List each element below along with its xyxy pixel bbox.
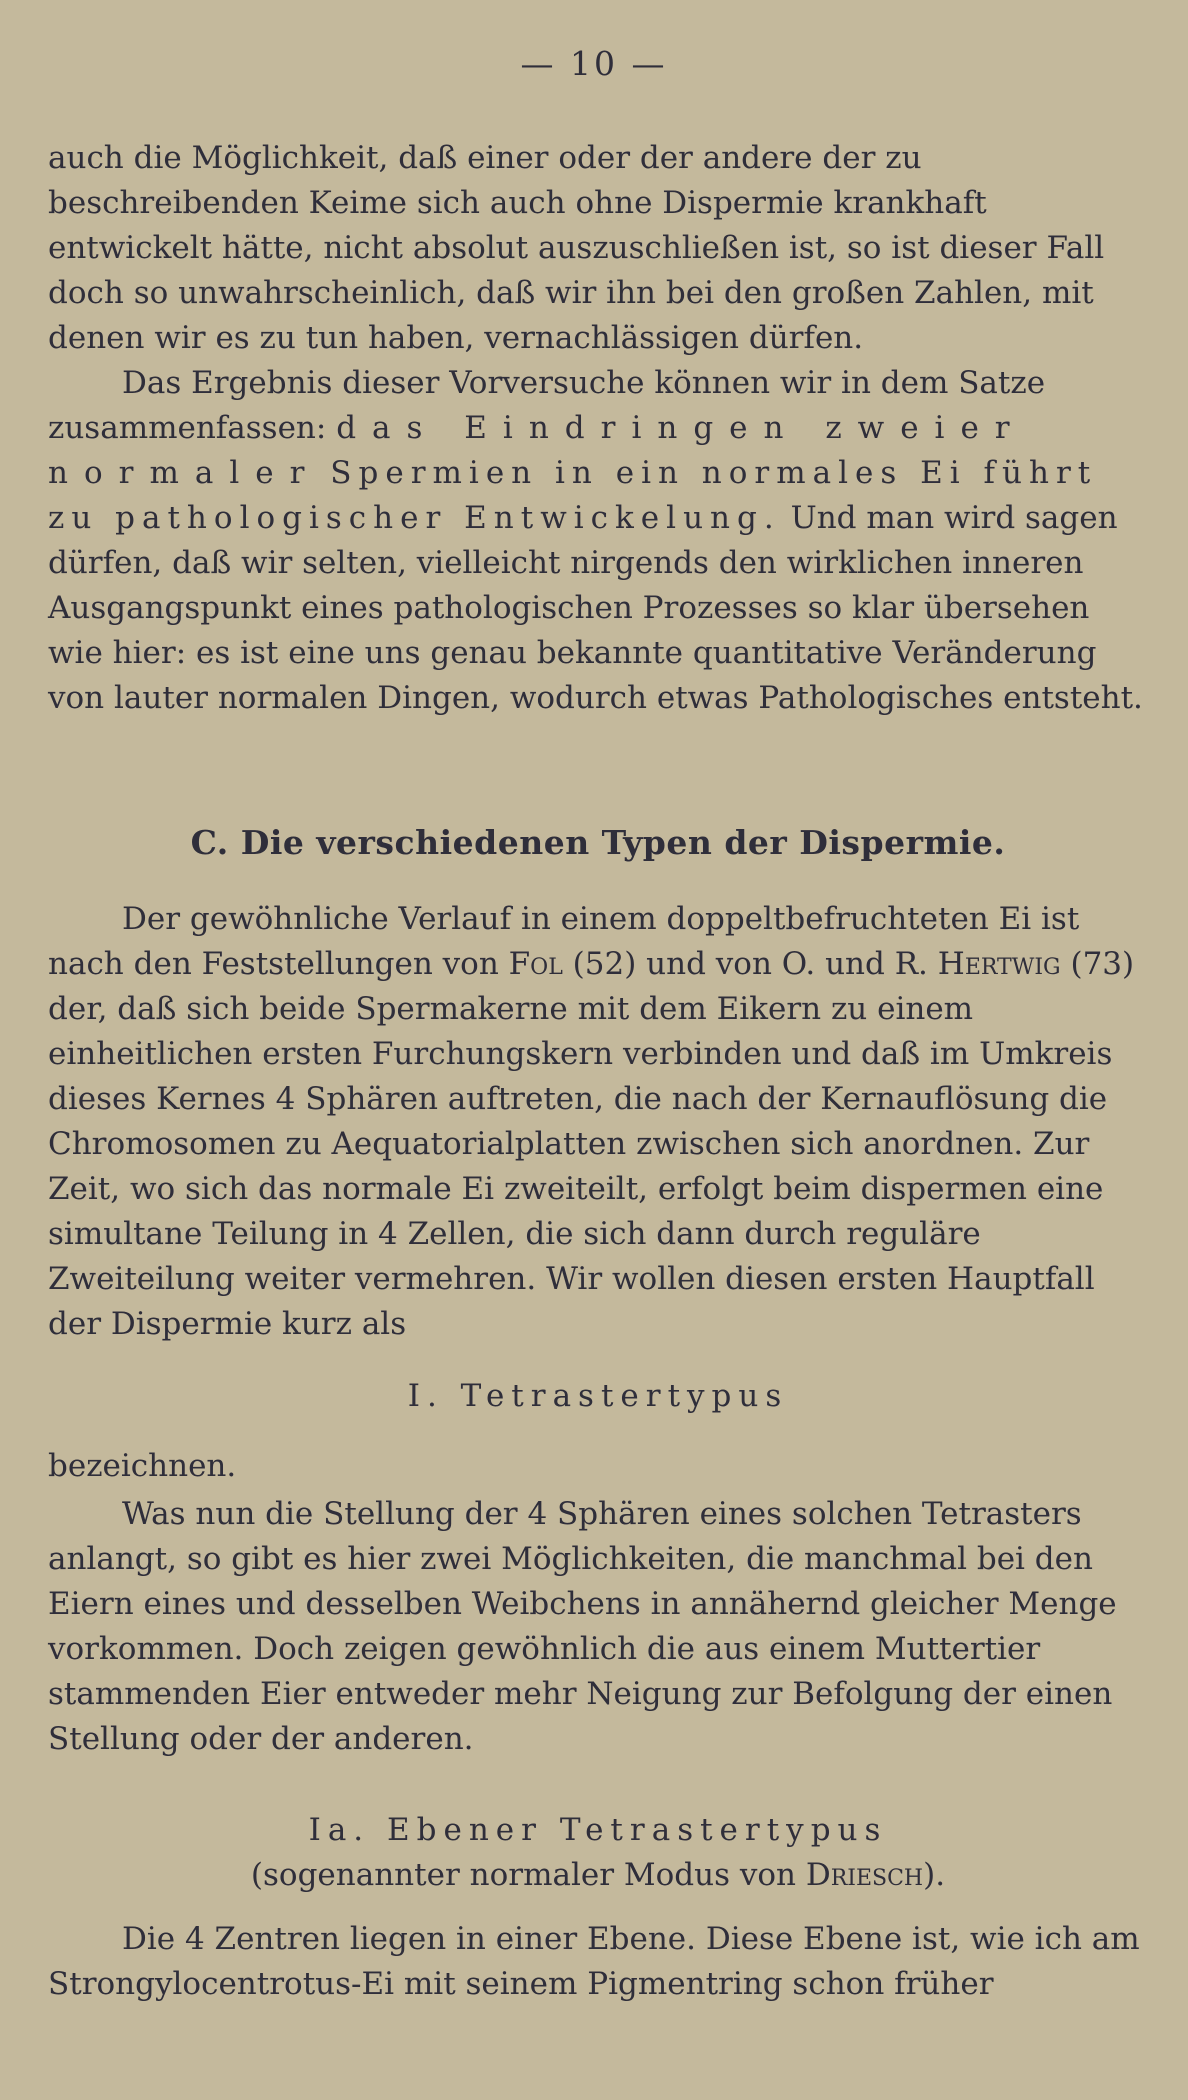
paragraph-centers xyxy=(48,1917,1148,2007)
paragraph-2-emphasis-1: das Eindringen zweier normaler xyxy=(48,410,1026,491)
section-heading: C. Die verschiedenen Typen der Dispermie. xyxy=(190,823,1006,862)
paragraph-1: auch die Möglichkeit, daß einer oder der andere der zu beschreibenden Keime sich auch ohne Dispermie krankhaft entwickelt hätte, nicht absolut auszuschließen ist, so ist dieser Fall doch so unwahrscheinlich, daß wir ihn bei den großen Zahlen, mit denen wir es zu tun haben, vernachlässigen dürfen. xyxy=(48,140,1105,356)
paragraph-dispermie xyxy=(48,897,1148,1347)
section-heading-block xyxy=(48,820,1148,865)
paragraph-3-part-a: Der gewöhnliche Verlauf in einem doppeltbefruchteten Ei ist nach den Feststellungen von xyxy=(48,901,1080,982)
type-1-heading: I. Tetrastertypus xyxy=(407,1378,789,1414)
paragraph-2-intro: Das Ergebnis dieser Vorversuche können wir in dem Satze zusammenfassen: xyxy=(48,365,1046,446)
word-bezeichnen: bezeichnen. xyxy=(48,1448,237,1484)
type-1a-subtitle xyxy=(48,1853,1148,1898)
paragraph-continuation xyxy=(48,136,1148,361)
author-fol: Fol xyxy=(508,946,563,982)
type-1a-subtitle-post: ). xyxy=(923,1857,946,1893)
author-driesch: Driesch xyxy=(805,1857,924,1893)
paragraph-3-part-c: (73) der, daß sich beide Spermakerne mit dem Eikern zu einem einheitlichen ersten Furchungskern verbinden und daß im Umkreis dieses Kernes 4 Sphären auftreten, die nach der Kernauflösung die Chromosomen zu Aequatorialplatten zwischen sich anordnen. Zur Zeit, wo sich das normale Ei zweiteilt, erfolgt beim dispermen eine simultane Teilung in 4 Zellen, die sich dann durch reguläre Zweiteilung weiter vermehren. Wir wollen diesen ersten Hauptfall der Dispermie kurz als xyxy=(48,946,1135,1342)
paragraph-spheres xyxy=(48,1492,1148,1762)
paragraph-result xyxy=(48,361,1148,721)
type-1a-subtitle-pre: (sogenannter normaler Modus von xyxy=(250,1857,796,1893)
paragraph-2-rest: Und man wird sagen dürfen, daß wir selten, vielleicht nirgends den wirklichen inneren Ausgangspunkt eines pathologischen Prozesses so klar übersehen wie hier: es ist eine uns genau bekannte quantitative Veränderung von lauter normalen Dingen, wodurch etwas Pathologisches entsteht. xyxy=(48,500,1143,716)
paragraph-4: Was nun die Stellung der 4 Sphären eines solchen Tetrasters anlangt, so gibt es hier zwei Möglichkeiten, die manchmal bei den Eiern eines und desselben Weibchens in annähernd gleicher Menge vorkommen. Doch zeigen gewöhnlich die aus einem Muttertier stammenden Eier entweder mehr Neigung zur Befolgung der einen Stellung oder der anderen. xyxy=(48,1496,1117,1757)
paragraph-2-emphasis-2: Spermien in ein normales Ei führt zu pathologischer Entwickelung. xyxy=(48,455,1098,536)
type-1a-heading: Ia. Ebener Tetrastertypus xyxy=(308,1812,888,1848)
author-hertwig: Hertwig xyxy=(937,946,1061,982)
paragraph-3-part-b: (52) und von O. und R. xyxy=(572,946,928,982)
paragraph-2 xyxy=(48,361,1148,721)
paragraph-5: Die 4 Zentren liegen in einer Ebene. Diese Ebene ist, wie ich am Strongylocentrotus-Ei mit seinem Pigmentring schon früher xyxy=(48,1921,1140,2002)
page-number: — 10 — xyxy=(520,44,668,83)
paragraph-3 xyxy=(48,897,1148,1347)
